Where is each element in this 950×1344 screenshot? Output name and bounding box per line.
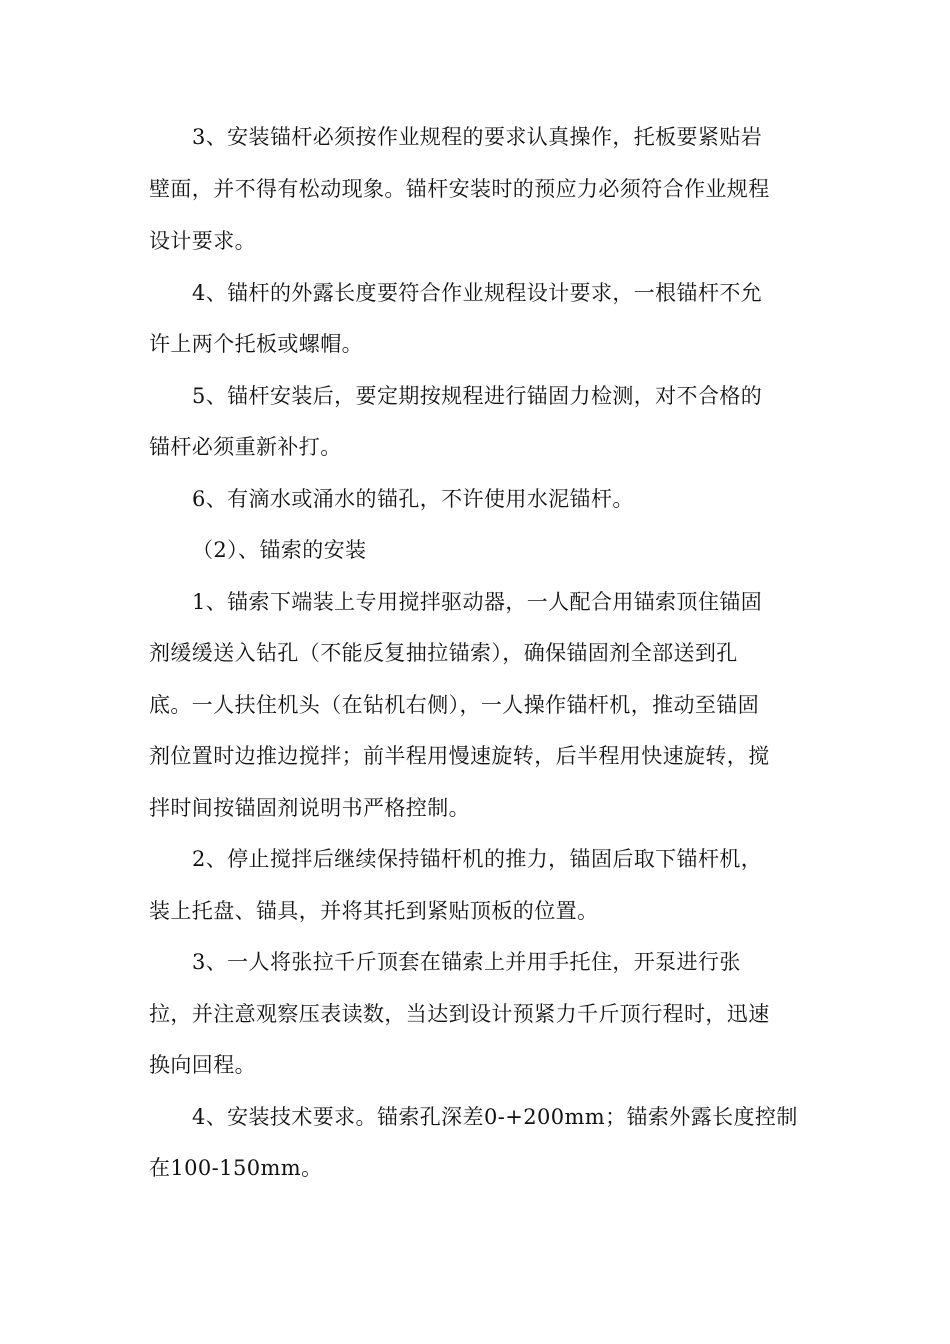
step-2-line-1: 2、停止搅拌后继续保持锚杆机的推力，锚固后取下锚杆机，	[192, 847, 763, 871]
paragraph-4-line-2: 许上两个托板或螺帽。	[149, 332, 363, 356]
paragraph-6-line-1: 6、有滴水或涌水的锚孔，不许使用水泥锚杆。	[192, 487, 634, 511]
step-1-line-2: 剂缓缓送入钻孔（不能反复抽拉锚索），确保锚固剂全部送到孔	[149, 641, 738, 665]
step-1-line-1: 1、锚索下端装上专用搅拌驱动器，一人配合用锚索顶住锚固	[192, 590, 763, 614]
paragraph-5-line-2: 锚杆必须重新补打。	[149, 435, 342, 459]
paragraph-4-line-1: 4、锚杆的外露长度要符合作业规程设计要求，一根锚杆不允	[192, 281, 763, 305]
step-2-line-2: 装上托盘、锚具，并将其托到紧贴顶板的位置。	[149, 899, 599, 923]
step-1-line-3: 底。一人扶住机头（在钻机右侧），一人操作锚杆机，推动至锚固	[149, 693, 760, 717]
step-3-line-1: 3、一人将张拉千斤顶套在锚索上并用手托住，开泵进行张	[192, 950, 741, 974]
step-1-line-5: 拌时间按锚固剂说明书严格控制。	[149, 796, 470, 820]
step-4-line-1: 4、安装技术要求。锚索孔深差0-+200mm；锚索外露长度控制	[192, 1105, 798, 1129]
step-3-line-2: 拉，并注意观察压表读数，当达到设计预紧力千斤顶行程时，迅速	[149, 1002, 770, 1026]
step-4-line-2: 在100-150mm。	[149, 1156, 323, 1180]
paragraph-3-line-3: 设计要求。	[149, 229, 256, 253]
paragraph-3-line-2: 壁面，并不得有松动现象。锚杆安装时的预应力必须符合作业规程	[149, 177, 770, 201]
paragraph-3-line-1: 3、安装锚杆必须按作业规程的要求认真操作，托板要紧贴岩	[192, 125, 763, 149]
paragraph-5-line-1: 5、锚杆安装后，要定期按规程进行锚固力检测，对不合格的	[192, 384, 763, 408]
step-3-line-3: 换向回程。	[149, 1053, 256, 1077]
step-1-line-4: 剂位置时边推边搅拌；前半程用慢速旋转，后半程用快速旋转，搅	[149, 744, 770, 768]
section-heading: （2）、锚索的安装	[192, 538, 367, 562]
